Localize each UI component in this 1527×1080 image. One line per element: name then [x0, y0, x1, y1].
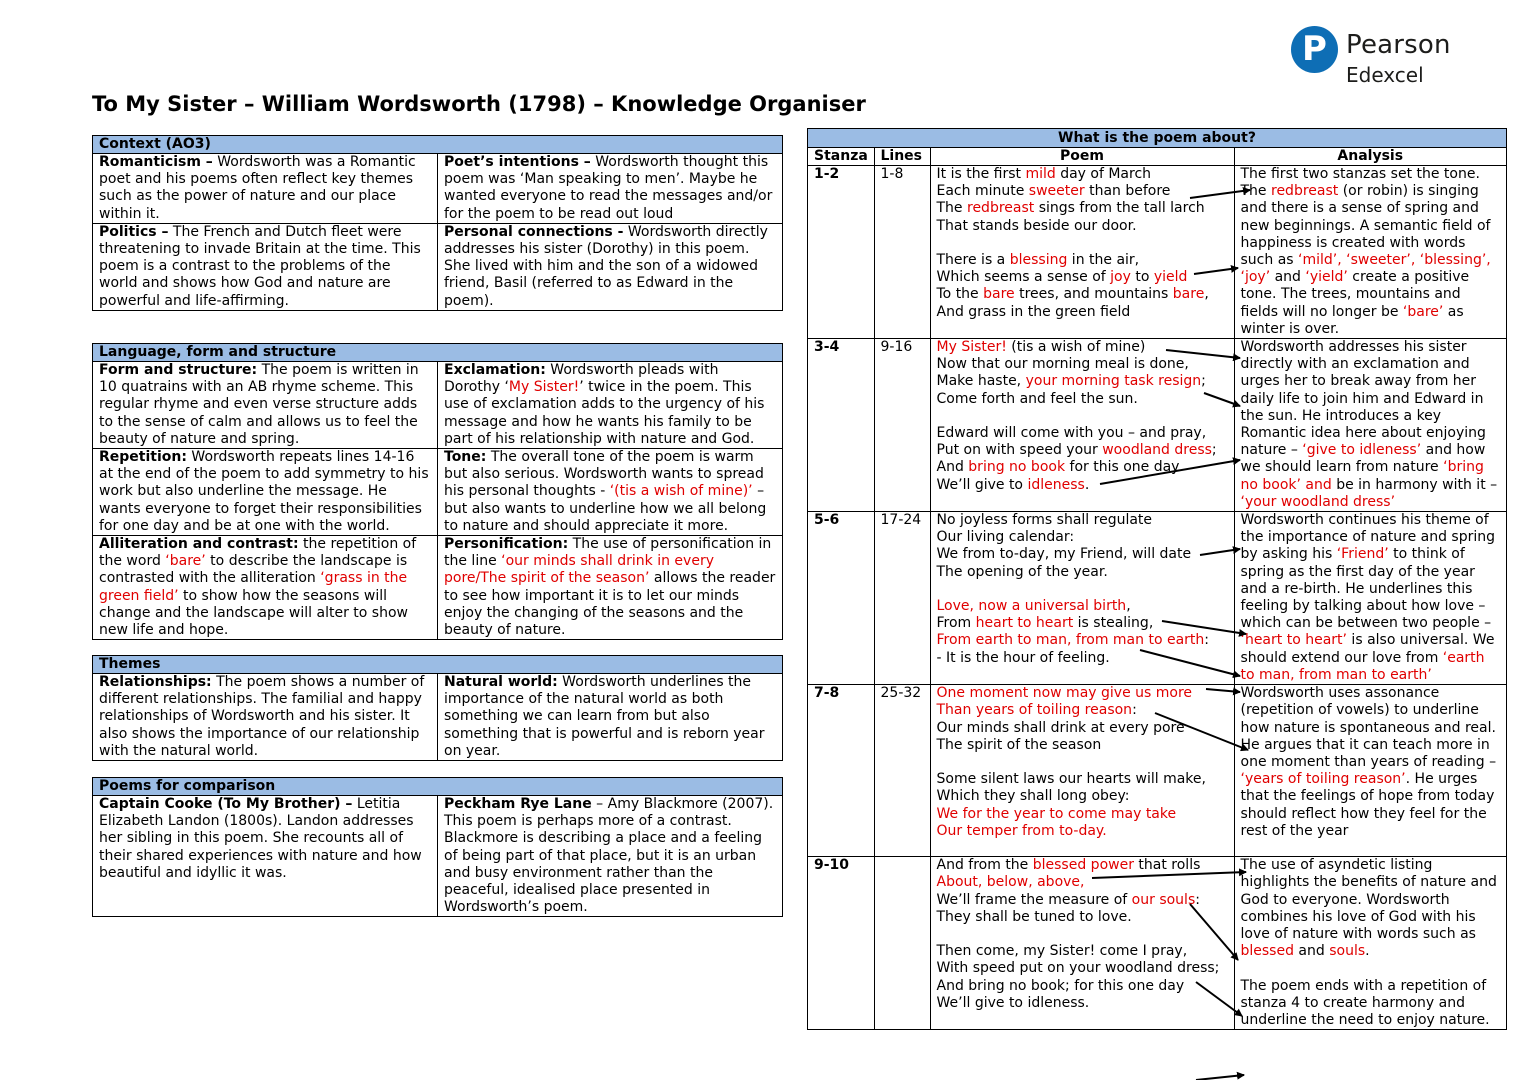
poem-cell: No joyless forms shall regulate Our living calendar: We from to-day, my Friend, will date The opening of the year. Love, now a universal birth, From heart to heart is stealing, From earth to man, from man to earth: - It is the hour of feeling.	[930, 512, 1234, 685]
stanza-cell: 9-10	[808, 857, 874, 1030]
table-row	[808, 857, 1506, 1030]
poem-cell: It is the first mild day of March Each minute sweeter than before The redbreast sings from the tall larch That stands beside our door. There is a blessing in the air, Which seems a sense of joy to yield To the bare trees, and mountains bare, And grass in the green field	[930, 166, 1234, 339]
col-poem: Poem	[930, 148, 1234, 166]
lines-cell: 17-24	[874, 512, 930, 685]
col-stanza: Stanza	[808, 148, 874, 166]
lines-cell: 25-32	[874, 685, 930, 857]
exclamation-cell: Exclamation: Wordsworth pleads with Dorothy ‘My Sister!’ twice in the poem. This use of exclamation adds to the urgency of his message and how he wants his family to be part of his relationship with nature and God.	[444, 362, 765, 447]
stanza-cell: 5-6	[808, 512, 874, 685]
analysis-cell: Wordsworth addresses his sister directly with an exclamation and urges her to break away from her daily life to join him and Edward in the sun. He introduces a key Romantic idea here about enjoying nature – ‘give to idleness’ and how we should learn from nature ‘bring no book’ and be in harmony with it – ‘your woodland dress’	[1234, 339, 1506, 512]
analysis-cell: Wordsworth uses assonance (repetition of vowels) to underline how nature is spontaneous and real. He argues that it can teach more in one moment than years of reading – ‘years of toiling reason’. He urges that the feelings of hope from today should reflect how they feel for the rest of the year	[1234, 685, 1506, 857]
form-structure-cell: Form and structure: The poem is written in 10 quatrains with an AB rhyme scheme. This regular rhyme and even verse structure adds to the sense of calm and allows us to feel the beauty of nature and spring.	[93, 362, 438, 449]
context-header: Context (AO3)	[93, 136, 782, 154]
stanza-cell: 3-4	[808, 339, 874, 512]
alliteration-cell: Alliteration and contrast: the repetition of the word ‘bare’ to describe the landscape is contrasted with the alliteration ‘grass in the green field’ to show how the seasons will change and the landscape will alter to show new life and hope.	[93, 536, 438, 640]
stanza-cell: 1-2	[808, 166, 874, 339]
comparison-box	[92, 777, 783, 917]
peckham-rye-lane-cell: Peckham Rye Lane – Amy Blackmore (2007). This poem is perhaps more of a contrast. Blackmore is describing a place and a feeling of being part of that place, but it is an urban and busy environment rather than the peaceful, idealised place presented in Wordsworth’s poem.	[444, 796, 774, 916]
analysis-cell: The first two stanzas set the tone. The redbreast (or robin) is singing and there is a sense of spring and new beginnings. A semantic field of happiness is created with words such as ‘mild’, ‘sweeter’, ‘blessing’, ‘joy’ and ‘yield’ create a positive tone. The trees, mountains and fields will no longer be ‘bare’ as winter is over.	[1234, 166, 1506, 339]
repetition-cell: Repetition: Wordsworth repeats lines 14-16 at the end of the poem to add symmetry to his work but also underline the message. He wants everyone to forget their responsibilities for one day and be at one with the world.	[93, 449, 438, 536]
table-row	[808, 512, 1506, 685]
poem-cell: My Sister! (tis a wish of mine) Now that our morning meal is done, Make haste, your morning task resign; Come forth and feel the sun. Edward will come with you – and pray, Put on with speed your woodland dress; And bring no book for this one day We’ll give to idleness.	[930, 339, 1234, 512]
col-lines: Lines	[874, 148, 930, 166]
lines-cell: 9-16	[874, 339, 930, 512]
logo-text-pearson: Pearson	[1346, 30, 1451, 60]
arrow	[1196, 1075, 1244, 1080]
personification-cell: Personification: The use of personification in the line ‘our minds shall drink in every pore/The spirit of the season’ allows the reader to see how important it is to let our minds enjoy the changing of the seasons and the beauty of nature.	[438, 536, 783, 640]
themes-box	[92, 655, 783, 761]
comparison-header: Poems for comparison	[93, 778, 782, 796]
context-box	[92, 135, 783, 311]
analysis-cell: The use of asyndetic listing highlights the benefits of nature and God to everyone. Wordsworth combines his love of God with his love of nature with words such as blessed and souls. The poem ends with a repetition of stanza 4 to create harmony and underline the need to enjoy nature.	[1240, 857, 1497, 1028]
connections-cell: Personal connections - Wordsworth directly addresses his sister (Dorothy) in this poem. She lived with him and the son of a widowed friend, Basil (referred to as Edward in the poem).	[438, 223, 783, 310]
captain-cooke-cell: Captain Cooke (To My Brother) – Letitia Elizabeth Landon (1800s). Landon addresses her sibling in this poem. She recounts all of their shared experiences with nature and how beautiful and idyllic it was.	[93, 796, 438, 916]
natural-world-cell: Natural world: Wordsworth underlines the importance of the natural world as both something we can learn from but also something that is powerful and is reborn year on year.	[444, 674, 765, 759]
poem-cell: And from the blessed power that rolls About, below, above, We’ll frame the measure of our souls: They shall be tuned to love. Then come, my Sister! come I pray, With speed put on your woodland dress; And bring no book; for this one day We’ll give to idleness.	[930, 857, 1234, 1030]
table-row	[808, 685, 1506, 857]
pearson-edexcel-logo	[1291, 24, 1466, 89]
table-row	[808, 339, 1506, 512]
pearson-logo-mark: P	[1291, 26, 1338, 73]
politics-cell: Politics – The French and Dutch fleet were threatening to invade Britain at the time. This poem is a contrast to the problems of the world and shows how God and nature are powerful and life-affirming.	[93, 223, 438, 310]
language-form-structure-box	[92, 343, 783, 640]
analysis-cell: Wordsworth continues his theme of the importance of nature and spring by asking his ‘Friend’ to think of spring as the first day of the year and a re-birth. He underlines this feeling by talking about how love – which can be between two people – ‘heart to heart’ is also universal. We should extend our love from ‘earth to man, from man to earth’	[1234, 512, 1506, 685]
lines-cell: 1-8	[874, 166, 930, 339]
lines-cell	[874, 857, 930, 1030]
lfs-header: Language, form and structure	[93, 344, 782, 362]
poem-about-table	[807, 128, 1507, 1030]
romanticism-cell: Romanticism – Wordsworth was a Romantic poet and his poems often reflect key themes such as the power of nature and our place within it.	[93, 154, 438, 223]
page-title: To My Sister – William Wordsworth (1798) – Knowledge Organiser	[92, 92, 866, 116]
logo-text-edexcel: Edexcel	[1346, 63, 1424, 87]
poem-about-header: What is the poem about?	[808, 129, 1506, 148]
table-row	[808, 166, 1506, 339]
col-analysis: Analysis	[1234, 148, 1506, 166]
themes-header: Themes	[93, 656, 782, 674]
tone-cell: Tone: The overall tone of the poem is warm but also serious. Wordsworth wants to spread his personal thoughts - ‘(tis a wish of mine)’ – but also wants to underline how we all belong to nature and should appreciate it more.	[438, 449, 783, 536]
intentions-cell: Poet’s intentions – Wordsworth thought this poem was ‘Man speaking to men’. Maybe he wanted everyone to read the messages and/or for the poem to be read out loud	[444, 154, 773, 222]
poem-cell: One moment now may give us more Than years of toiling reason: Our minds shall drink at every pore The spirit of the season Some silent laws our hearts will make, Which they shall long obey: We for the year to come may take Our temper from to-day.	[930, 685, 1234, 857]
relationships-cell: Relationships: The poem shows a number of different relationships. The familial and happy relationships of Wordsworth and his sister. It also shows the importance of our relationship with the natural world.	[93, 674, 438, 760]
stanza-cell: 7-8	[808, 685, 874, 857]
